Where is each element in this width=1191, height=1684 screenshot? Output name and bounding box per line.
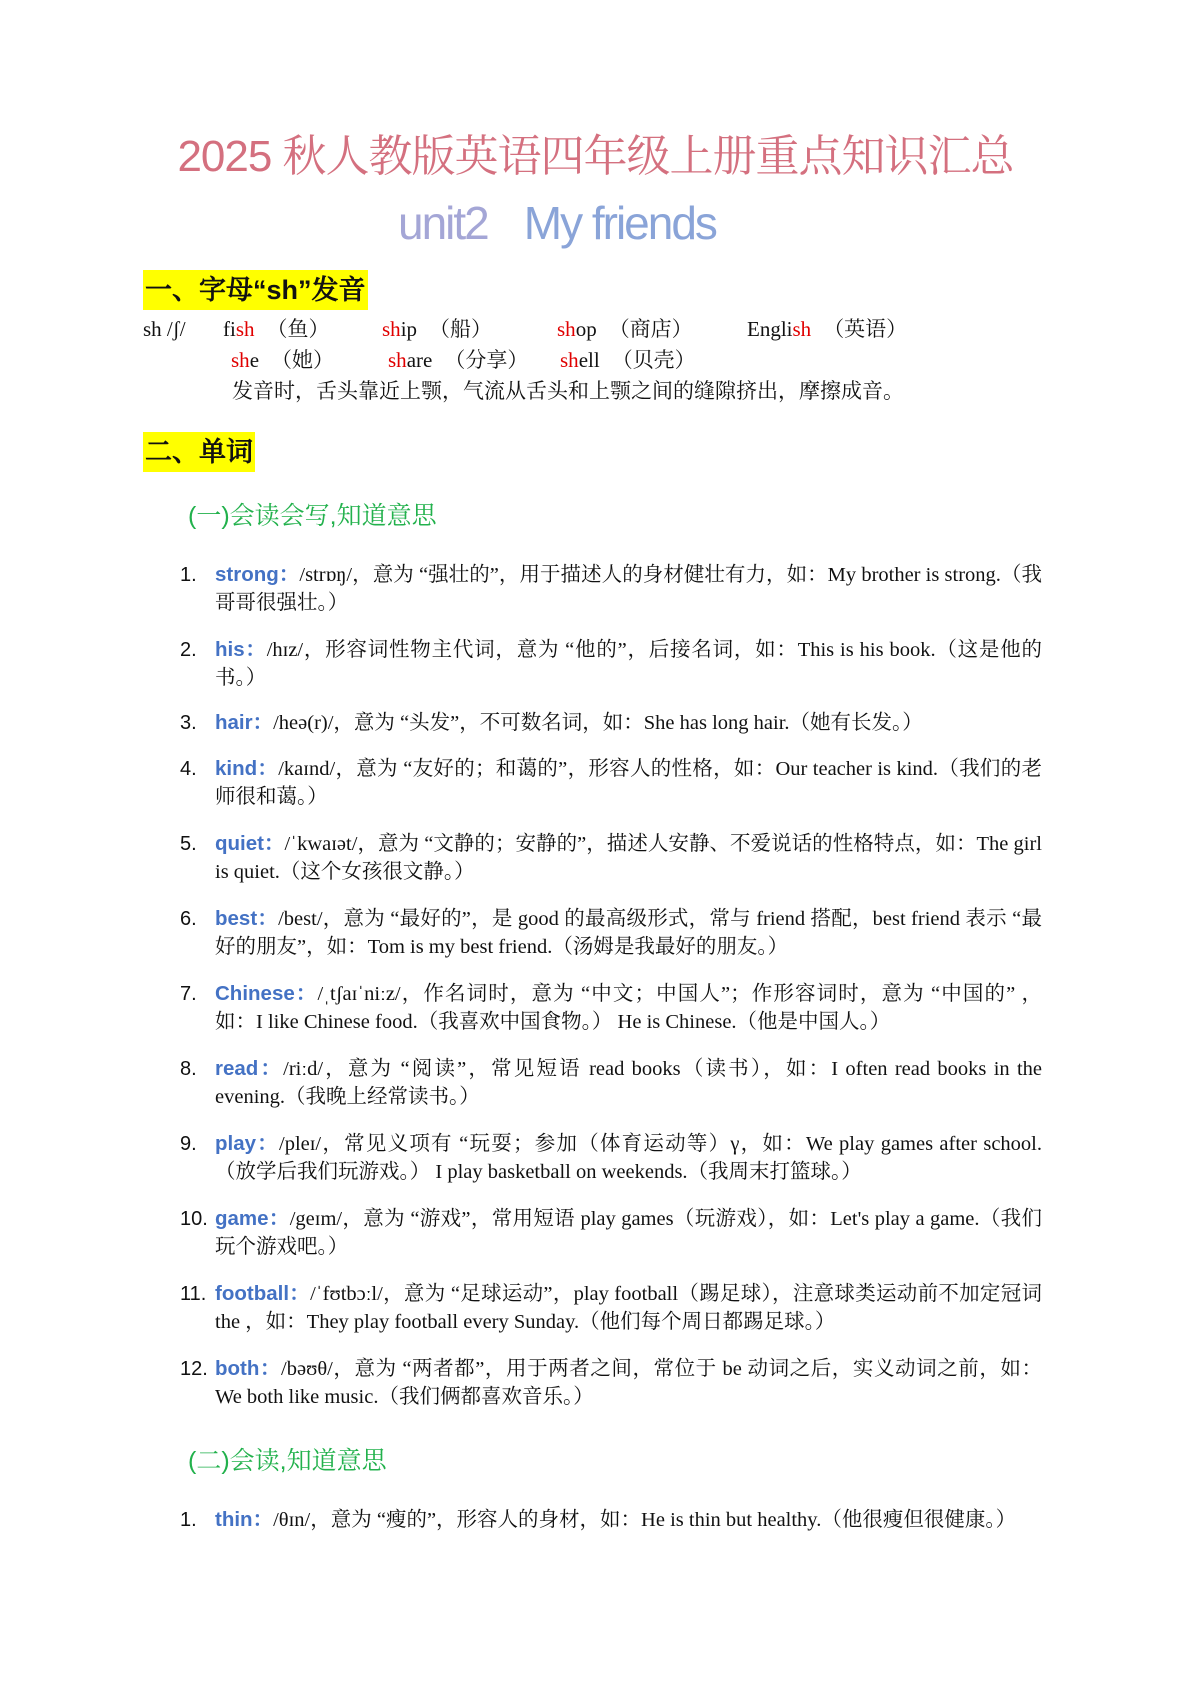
vocab-item — [180, 1130, 1042, 1186]
pronunciation-note: 发音时，舌头靠近上颚，气流从舌头和上颚之间的缝隙挤出，摩擦成音。 — [232, 379, 904, 403]
vocab-word: football： — [215, 1282, 311, 1305]
chinese-meaning: （鱼） — [266, 317, 330, 341]
vocab-description: /geɪm/，意为 “游戏”，常用短语 play games（玩游戏），如：Let's play a game.（我们玩个游戏吧。） — [215, 1208, 1042, 1258]
vocab-item — [180, 830, 1042, 886]
vocab-description: /strɒŋ/，意为 “强壮的”，用于描述人的身材健壮有力，如：My brother is strong.（我哥哥很强壮。） — [215, 564, 1042, 614]
word-part: e — [249, 348, 260, 372]
vocab-description: /heə(r)/，意为 “头发”，不可数名词，如：She has long hair.（她有长发。） — [273, 712, 923, 734]
item-number: 12. — [180, 1358, 208, 1380]
sh-word — [388, 345, 528, 375]
chinese-meaning: （商店） — [608, 317, 693, 341]
vocab-item — [180, 1506, 1042, 1534]
sh-highlight: sh — [560, 348, 579, 372]
vocab-description: /ˈkwaɪət/，意为 “文静的；安静的”，描述人安静、不爱说话的性格特点，如：The girl is quiet.（这个女孩很文静。） — [215, 833, 1042, 883]
sh-word — [382, 314, 492, 344]
vocab-item — [180, 1280, 1042, 1336]
vocab-item — [180, 755, 1042, 811]
item-number: 2. — [180, 639, 197, 661]
vocab-word: both： — [215, 1357, 282, 1380]
vocab-word: play： — [215, 1132, 279, 1155]
vocab-word: his： — [215, 638, 267, 661]
word-part: ip — [400, 317, 418, 341]
vocab-description: /best/，意为 “最好的”，是 good 的最高级形式，常与 friend 搭配，best friend 表示 “最好的朋友”，如：Tom is my best friend.（汤姆是我最好的朋友。） — [215, 908, 1042, 958]
vocab-word: game： — [215, 1207, 290, 1230]
document-title: 2025 秋人教版英语四年级上册重点知识汇总 — [177, 132, 1014, 181]
item-number: 4. — [180, 758, 197, 780]
sh-word — [747, 314, 907, 344]
vocab-description: /θɪn/，意为 “瘦的”，形容人的身材，如：He is thin but healthy.（他很瘦但很健康。） — [273, 1509, 1017, 1531]
section-heading-words: 二、单词 — [143, 432, 255, 472]
section-heading-sh: 一、字母“sh”发音 — [143, 270, 368, 310]
vocab-description: /bəʊθ/，意为 “两者都”，用于两者之间，常位于 be 动词之后，实义动词之前，如：We both like music.（我们俩都喜欢音乐。） — [215, 1358, 1042, 1408]
vocab-description: /ˌtʃaɪˈniːz/，作名词时，意为 “中文；中国人”；作形容词时，意为 “中国的” ，如：I like Chinese food.（我喜欢中国食物。） He is Chinese.（他是中国人。） — [215, 983, 1043, 1033]
vocab-item — [180, 905, 1042, 961]
chinese-meaning: （她） — [271, 348, 335, 372]
vocab-item — [180, 561, 1042, 617]
vocab-word: kind： — [215, 757, 279, 780]
word-part: are — [406, 348, 433, 372]
vocab-item — [180, 636, 1042, 692]
vocab-word: best： — [215, 907, 279, 930]
vocab-description: /riːd/，意为 “阅读”，常见短语 read books（读书），如：I often read books in the evening.（我晚上经常读书。） — [215, 1058, 1042, 1108]
word-part: ell — [578, 348, 600, 372]
sh-highlight: sh — [231, 348, 250, 372]
unit-number: unit2 — [398, 197, 488, 249]
sh-highlight: sh — [382, 317, 401, 341]
word-part: op — [575, 317, 597, 341]
item-number: 1. — [180, 564, 197, 586]
subheading-read: (二)会读,知道意思 — [188, 1447, 387, 1475]
vocab-item — [180, 1205, 1042, 1261]
item-number: 9. — [180, 1133, 197, 1155]
item-number: 3. — [180, 712, 197, 734]
chinese-meaning: （英语） — [823, 317, 908, 341]
vocab-item — [180, 980, 1042, 1036]
word-part: Engli — [747, 317, 793, 341]
sh-highlight: sh — [388, 348, 407, 372]
vocab-description: /kaɪnd/，意为 “友好的；和蔼的”，形容人的性格，如：Our teacher is kind.（我们的老师很和蔼。） — [215, 758, 1042, 808]
vocab-description: /pleɪ/，常见义项有 “玩耍；参加（体育运动等）γ，如：We play games after school.（放学后我们玩游戏。） I play basketball on weekends.（我周末打篮球。） — [215, 1133, 1042, 1183]
chinese-meaning: （船） — [429, 317, 493, 341]
item-number: 8. — [180, 1058, 197, 1080]
sh-word — [557, 314, 693, 344]
subheading-read-write: (一)会读会写,知道意思 — [188, 502, 437, 530]
vocab-item — [180, 709, 1042, 737]
vocab-word: hair： — [215, 711, 274, 734]
vocab-word: read： — [215, 1057, 284, 1080]
item-number: 5. — [180, 833, 197, 855]
sh-word — [231, 345, 334, 375]
item-number: 10. — [180, 1208, 208, 1230]
sh-highlight: sh — [235, 317, 255, 341]
unit-name: My friends — [523, 197, 716, 249]
item-number: 1. — [180, 1509, 197, 1531]
item-number: 6. — [180, 908, 197, 930]
sh-highlight: sh — [557, 317, 576, 341]
sh-word — [560, 345, 696, 375]
chinese-meaning: （贝壳） — [611, 348, 696, 372]
chinese-meaning: （分享） — [444, 348, 529, 372]
sh-word — [223, 314, 330, 344]
sh-label: sh /ʃ/ — [143, 317, 186, 341]
vocab-description: /ˈfʊtbɔːl/，意为 “足球运动”，play football（踢足球），注意球类运动前不加定冠词 the ，如：They play football every Sunday.（他们每个周日都踢足球。） — [215, 1283, 1043, 1333]
vocab-description: /hɪz/，形容词性物主代词，意为 “他的”，后接名词，如：This is his book.（这是他的书。） — [215, 639, 1042, 689]
unit-title — [398, 196, 716, 250]
vocab-word: Chinese： — [215, 982, 318, 1005]
vocab-item — [180, 1055, 1042, 1111]
vocab-word: quiet： — [215, 832, 285, 855]
item-number: 7. — [180, 983, 197, 1005]
word-part: fi — [223, 317, 236, 341]
vocab-word: thin： — [215, 1508, 274, 1531]
item-number: 11. — [180, 1283, 207, 1305]
vocab-word: strong： — [215, 563, 300, 586]
vocab-item — [180, 1355, 1042, 1411]
sh-highlight: sh — [792, 317, 812, 341]
